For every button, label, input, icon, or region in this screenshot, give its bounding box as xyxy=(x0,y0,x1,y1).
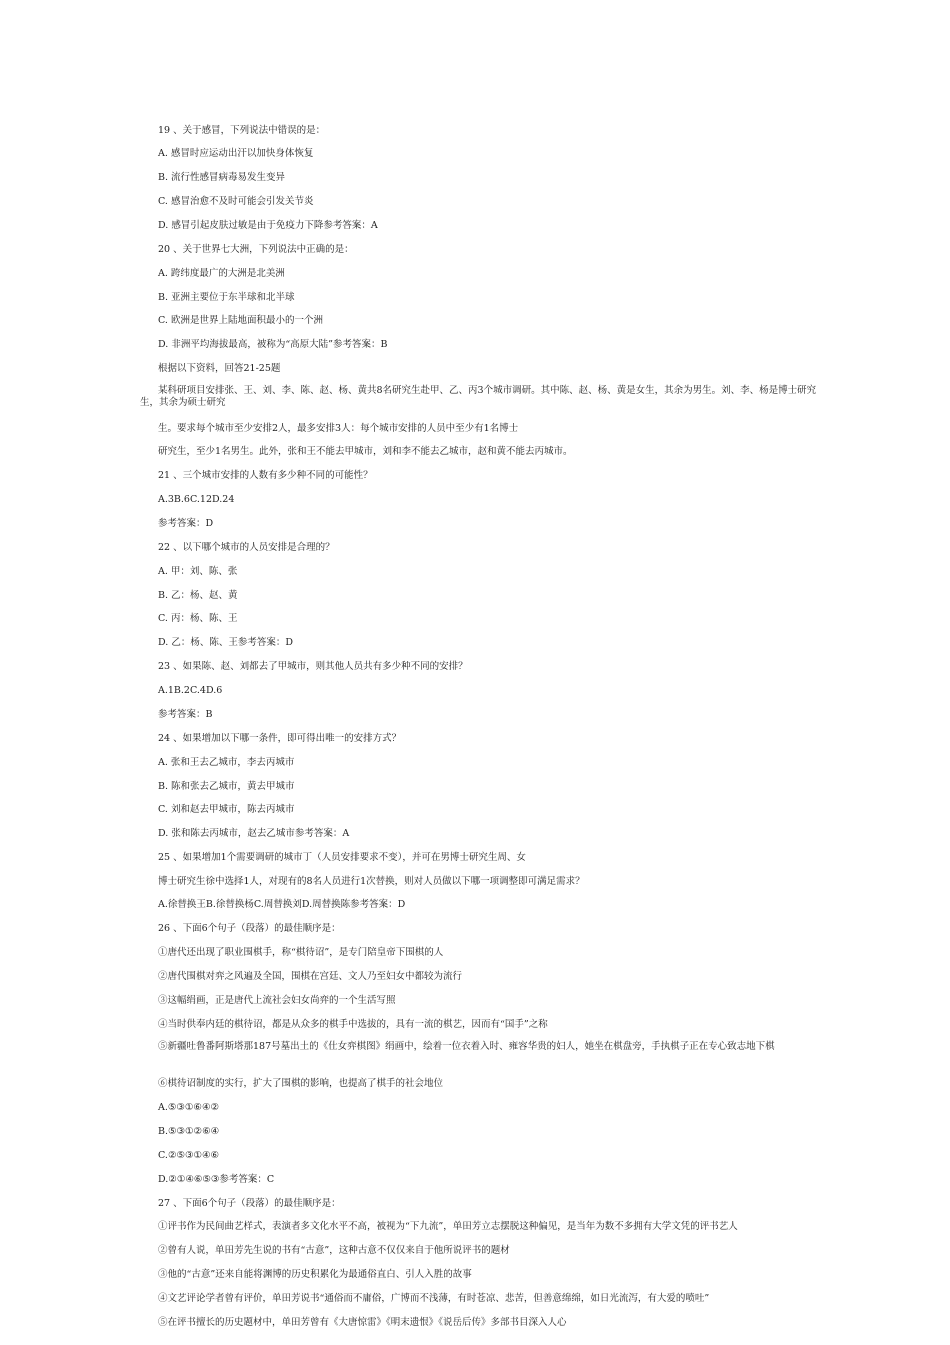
q24-option-b: B. 陈和张去乙城市，黄去甲城市 xyxy=(158,781,295,792)
q26-option-c: C.②⑤③①④⑥ xyxy=(158,1150,220,1161)
question-19-stem: 19 、关于感冒，下列说法中错误的是： xyxy=(158,125,326,136)
q20-option-b: B. 亚洲主要位于东半球和北半球 xyxy=(158,292,295,303)
q26-sentence-1: ①唐代还出现了职业围棋手，称“棋待诏”，是专门陪皇帝下围棋的人 xyxy=(158,947,444,958)
q20-option-c: C. 欧洲是世界上陆地面积最小的一个洲 xyxy=(158,315,323,326)
q27-sentence-4: ④文艺评论学者曾有评价，单田芳说书“通俗而不庸俗，广博而不浅薄，有时苍凉、悲苦，但善意绵绵，如日光流泻，有大爱的喷吐” xyxy=(158,1293,710,1304)
q24-option-a: A. 张和王去乙城市，李去丙城市 xyxy=(158,757,295,768)
q21-options: A.3B.6C.12D.24 xyxy=(158,494,235,505)
q26-sentence-6: ⑥棋待诏制度的实行，扩大了围棋的影响，也提高了棋手的社会地位 xyxy=(158,1078,444,1089)
q23-options: A.1B.2C.4D.6 xyxy=(158,685,223,696)
q26-option-d-answer: D.②①④⑥⑤③参考答案：C xyxy=(158,1174,275,1185)
q19-option-d-answer: D. 感冒引起皮肤过敏是由于免疫力下降参考答案：A xyxy=(158,220,378,231)
material-paragraph-1: 某科研项目安排张、王、刘、李、陈、赵、杨、黄共8名研究生赴甲、乙、丙3个城市调研。其中陈、赵、杨、黄是女生，其余为男生。刘、李、杨是博士研究生，其余为硕士研究 xyxy=(140,385,817,408)
q22-option-a: A. 甲：刘、陈、张 xyxy=(158,566,238,577)
question-26-stem: 26 、下面6个句子（段落）的最佳顺序是： xyxy=(158,923,341,934)
question-23-stem: 23 、如果陈、赵、刘都去了甲城市，则其他人员共有多少种不同的安排？ xyxy=(158,661,468,672)
q19-option-b: B. 流行性感冒病毒易发生变异 xyxy=(158,172,286,183)
q26-option-a: A.⑤③①⑥④② xyxy=(158,1102,219,1113)
q25-options-answer: A.徐替换王B.徐替换杨C.周替换刘D.周替换陈参考答案：D xyxy=(158,899,406,910)
question-25-stem-part1: 25 、如果增加1个需要调研的城市丁（人员安排要求不变），并可在男博士研究生周、女 xyxy=(158,852,526,863)
q26-sentence-2: ②唐代围棋对弈之风遍及全国，围棋在宫廷、文人乃至妇女中都较为流行 xyxy=(158,971,463,982)
q19-option-c: C. 感冒治愈不及时可能会引发关节炎 xyxy=(158,196,314,207)
material-paragraph-3: 研究生，至少1名男生。此外，张和王不能去甲城市，刘和李不能去乙城市，赵和黄不能去丙城市。 xyxy=(158,446,573,457)
question-27-stem: 27 、下面6个句子（段落）的最佳顺序是： xyxy=(158,1198,341,1209)
q22-option-d-answer: D. 乙：杨、陈、王参考答案：D xyxy=(158,637,293,648)
material-intro: 根据以下资料，回答21-25题 xyxy=(158,363,281,374)
question-22-stem: 22 、以下哪个城市的人员安排是合理的？ xyxy=(158,542,335,553)
q26-sentence-5: ⑤新疆吐鲁番阿斯塔那187号墓出土的《仕女弈棋图》绢画中，绘着一位衣着入时、雍容华贵的妇人，她坐在棋盘旁，手执棋子正在专心致志地下棋 xyxy=(158,1041,775,1052)
question-21-stem: 21 、三个城市安排的人数有多少种不同的可能性？ xyxy=(158,470,373,481)
q24-option-c: C. 刘和赵去甲城市，陈去丙城市 xyxy=(158,804,295,815)
q24-option-d-answer: D. 张和陈去丙城市，赵去乙城市参考答案：A xyxy=(158,828,350,839)
q22-option-b: B. 乙：杨、赵、黄 xyxy=(158,590,238,601)
q21-answer: 参考答案：D xyxy=(158,518,214,529)
question-24-stem: 24 、如果增加以下哪一条件，即可得出唯一的安排方式？ xyxy=(158,733,402,744)
material-paragraph-2: 生。要求每个城市至少安排2人，最多安排3人：每个城市安排的人员中至少有1名博士 xyxy=(158,423,519,434)
q19-option-a: A. 感冒时应运动出汗以加快身体恢复 xyxy=(158,148,314,159)
q27-sentence-5: ⑤在评书擅长的历史题材中，单田芳曾有《大唐惊雷》《明末遗恨》《说岳后传》多部书目深入人心 xyxy=(158,1317,567,1328)
q26-sentence-4: ④当时供奉内廷的棋待诏，都是从众多的棋手中选拔的，具有一流的棋艺，因而有“国手”之称 xyxy=(158,1019,548,1030)
q23-answer: 参考答案：B xyxy=(158,709,213,720)
q26-option-b: B.⑤③①②⑥④ xyxy=(158,1126,220,1137)
q20-option-a: A. 跨纬度最广的大洲是北美洲 xyxy=(158,268,285,279)
q26-sentence-3: ③这幅绢画，正是唐代上流社会妇女尚弈的一个生活写照 xyxy=(158,995,396,1006)
q27-sentence-3: ③他的“古意”还来自能将渊博的历史积累化为最通俗直白、引人入胜的故事 xyxy=(158,1269,472,1280)
q22-option-c: C. 丙：杨、陈、王 xyxy=(158,613,238,624)
question-25-stem-part2: 博士研究生徐中选择1人，对现有的8名人员进行1次替换，则对人员做以下哪一项调整即可满足需求？ xyxy=(158,876,585,887)
question-20-stem: 20 、关于世界七大洲，下列说法中正确的是： xyxy=(158,244,354,255)
q27-sentence-2: ②曾有人说，单田芳先生说的书有“古意”，这种古意不仅仅来自于他所说评书的题材 xyxy=(158,1245,510,1256)
q20-option-d-answer: D. 非洲平均海拔最高，被称为“高原大陆”参考答案：B xyxy=(158,339,388,350)
q27-sentence-1: ①评书作为民间曲艺样式，表演者多文化水平不高，被视为“下九流”，单田芳立志摆脱这种偏见，是当年为数不多拥有大学文凭的评书艺人 xyxy=(158,1221,738,1232)
